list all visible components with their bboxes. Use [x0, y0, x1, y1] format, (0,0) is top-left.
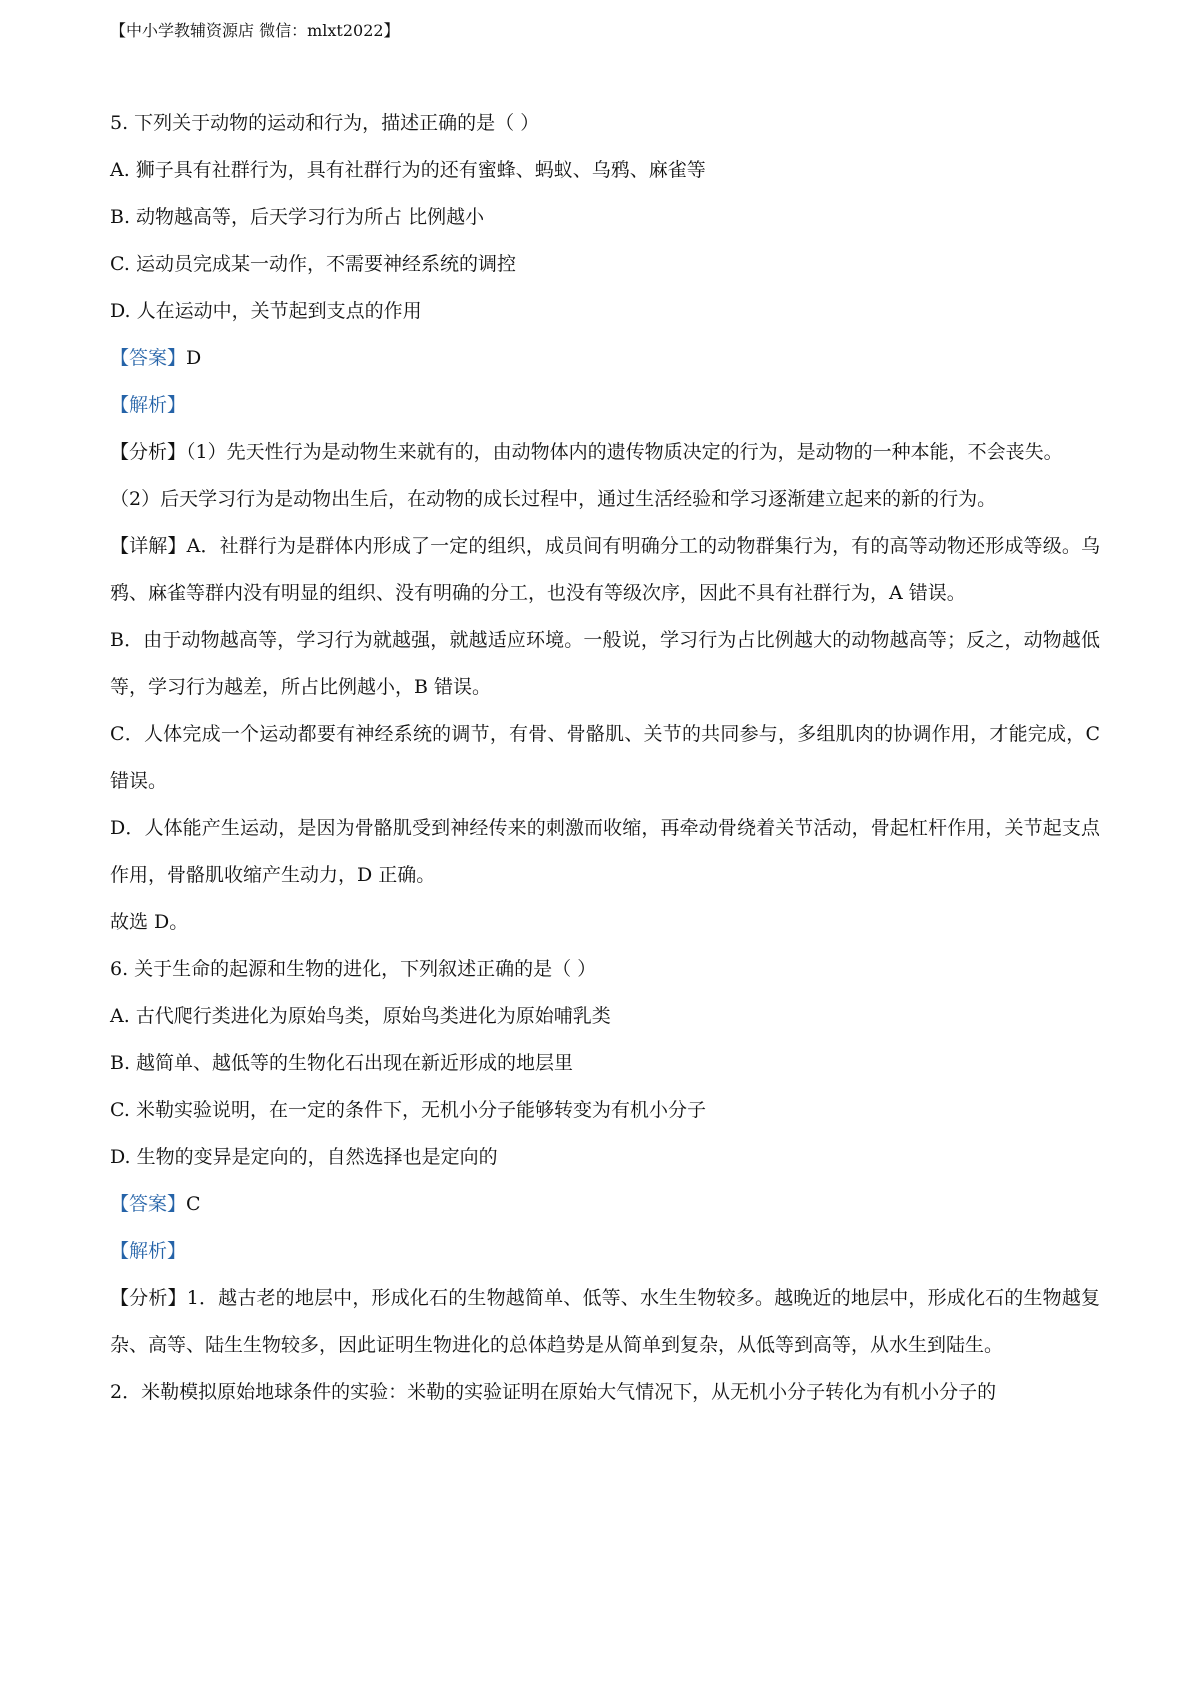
question-5-xiangjie-c: C．人体完成一个运动都要有神经系统的调节，有骨、骨骼肌、关节的共同参与，多组肌肉的协调作用，才能完成，C 错误。 — [110, 723, 1100, 792]
question-5-option-c: C. 运动员完成某一动作，不需要神经系统的调控 — [110, 253, 516, 275]
question-5-answer — [110, 335, 1100, 382]
analysis-tag: 【解析】 — [110, 1240, 187, 1262]
question-5-xiangjie-a — [110, 523, 1100, 617]
question-5-fenxi-2: （2）后天学习行为是动物出生后，在动物的成长过程中，通过生活经验和学习逐渐建立起来的新的行为。 — [110, 488, 997, 510]
question-5-option-d: D. 人在运动中，关节起到支点的作用 — [110, 300, 422, 322]
fenxi-tag: 【分析】 — [110, 1287, 187, 1309]
question-6-option-a: A. 古代爬行类进化为原始鸟类，原始鸟类进化为原始哺乳类 — [110, 1005, 611, 1027]
fenxi-text: （1）先天性行为是动物生来就有的，由动物体内的遗传物质决定的行为，是动物的一种本能，不会丧失。 — [186, 441, 1063, 463]
question-5-fenxi-1 — [110, 429, 1100, 476]
question-6-fenxi-2: 2．米勒模拟原始地球条件的实验：米勒的实验证明在原始大气情况下，从无机小分子转化为有机小分子的 — [110, 1381, 997, 1403]
answer-value: D — [186, 347, 202, 369]
fenxi-tag: 【分析】 — [110, 441, 187, 463]
question-5-option-a: A. 狮子具有社群行为，具有社群行为的还有蜜蜂、蚂蚁、乌鸦、麻雀等 — [110, 159, 706, 181]
document-body — [110, 100, 1100, 1416]
question-6-option-d: D. 生物的变异是定向的，自然选择也是定向的 — [110, 1146, 498, 1168]
question-6-analysis-heading — [110, 1228, 1100, 1275]
question-6-answer — [110, 1181, 1100, 1228]
analysis-tag: 【解析】 — [110, 394, 187, 416]
answer-tag: 【答案】 — [110, 1193, 187, 1215]
xiangjie-text: A．社群行为是群体内形成了一定的组织，成员间有明确分工的动物群集行为，有的高等动物还形成等级。乌鸦、麻雀等群内没有明显的组织、没有明确的分工，也没有等级次序，因此不具有社群行为，A 错误。 — [110, 535, 1100, 604]
question-6-option-c: C. 米勒实验说明，在一定的条件下，无机小分子能够转变为有机小分子 — [110, 1099, 706, 1121]
question-5-xiangjie-d: D．人体能产生运动，是因为骨骼肌受到神经传来的刺激而收缩，再牵动骨绕着关节活动，骨起杠杆作用，关节起支点作用，骨骼肌收缩产生动力，D 正确。 — [110, 817, 1100, 886]
question-5-option-b: B. 动物越高等，后天学习行为所占 比例越小 — [110, 206, 485, 228]
answer-tag: 【答案】 — [110, 347, 187, 369]
question-5-xiangjie-b: B．由于动物越高等，学习行为就越强，就越适应环境。一般说，学习行为占比例越大的动物越高等；反之，动物越低等，学习行为越差，所占比例越小，B 错误。 — [110, 629, 1100, 698]
question-6-option-b: B. 越简单、越低等的生物化石出现在新近形成的地层里 — [110, 1052, 574, 1074]
xiangjie-tag: 【详解】 — [110, 535, 187, 557]
question-5-conclusion: 故选 D。 — [110, 911, 189, 933]
page-header: 【中小学教辅资源店 微信：mlxt2022】 — [110, 21, 400, 40]
question-6-fenxi-1 — [110, 1275, 1100, 1369]
question-5-stem: 5. 下列关于动物的运动和行为，描述正确的是（ ） — [110, 112, 540, 134]
answer-value: C — [186, 1193, 201, 1215]
question-5-analysis-heading — [110, 382, 1100, 429]
question-6-stem: 6. 关于生命的起源和生物的进化，下列叙述正确的是（ ） — [110, 958, 597, 980]
fenxi-text: 1．越古老的地层中，形成化石的生物越简单、低等、水生生物较多。越晚近的地层中，形成化石的生物越复杂、高等、陆生生物较多，因此证明生物进化的总体趋势是从简单到复杂，从低等到高等，从水生到陆生。 — [110, 1287, 1100, 1356]
